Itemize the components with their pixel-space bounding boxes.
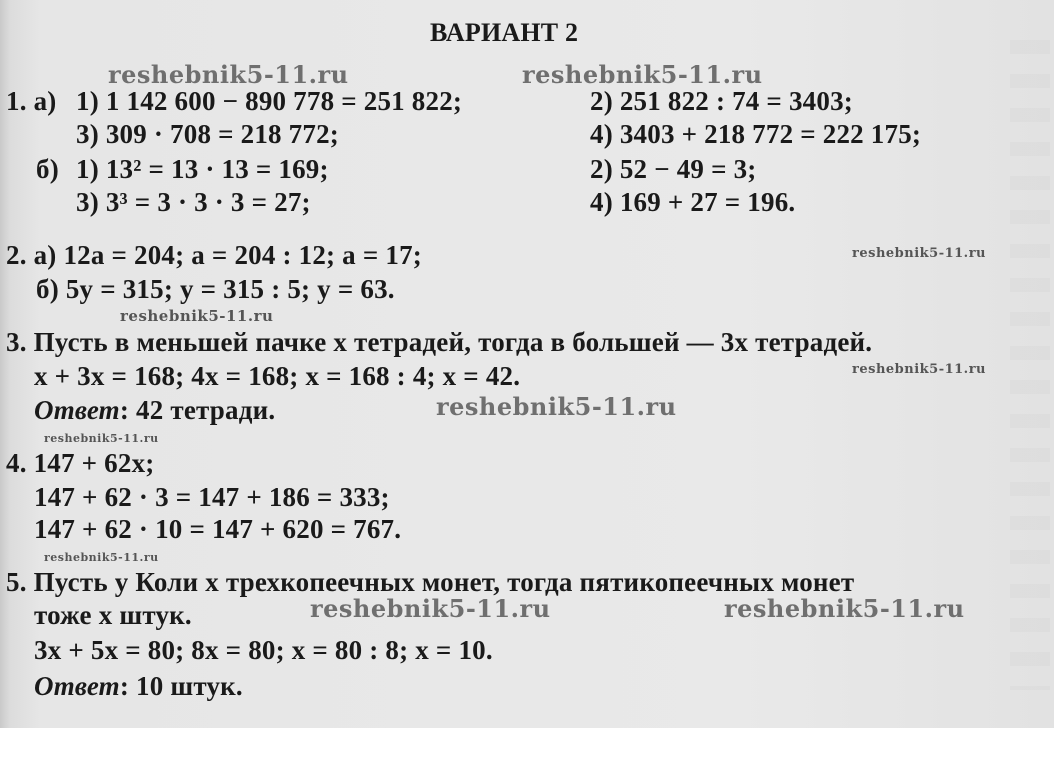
task1-b2: 2) 52 − 49 = 3; (590, 154, 757, 184)
watermark: reshebnik5-11.ru (310, 594, 551, 623)
task1-a3: 3) 309 · 708 = 218 772; (76, 119, 339, 149)
task1-b3: 3) 3³ = 3 · 3 · 3 = 27; (76, 187, 311, 217)
watermark: reshebnik5-11.ru (108, 60, 349, 89)
task1-b-label: б) (36, 154, 59, 184)
task4-line1: 4. 147 + 62x; (6, 448, 155, 478)
page-title: ВАРИАНТ 2 (430, 18, 579, 47)
task5-line2: тоже x штук. (34, 600, 192, 630)
task1-b1: 1) 13² = 13 · 13 = 169; (76, 154, 329, 184)
watermark: reshebnik5-11.ru (44, 432, 159, 445)
task3-answer (34, 395, 275, 426)
answer-label: Ответ (34, 395, 120, 425)
watermark: reshebnik5-11.ru (852, 362, 987, 377)
task4-line2: 147 + 62 · 3 = 147 + 186 = 333; (34, 482, 390, 512)
task1-b4: 4) 169 + 27 = 196. (590, 187, 796, 217)
watermark: reshebnik5-11.ru (120, 307, 274, 325)
watermark: reshebnik5-11.ru (724, 594, 965, 623)
task3-line1: 3. Пусть в меньшей пачке x тетрадей, тогда в большей — 3x тетрадей. (6, 327, 873, 357)
task5-answer (34, 671, 243, 702)
watermark: reshebnik5-11.ru (852, 246, 987, 261)
task1-a2: 2) 251 822 : 74 = 3403; (590, 86, 853, 116)
task2-a: 2. а) 12a = 204; a = 204 : 12; a = 17; (6, 240, 422, 270)
watermark: reshebnik5-11.ru (436, 392, 677, 421)
task4-line3: 147 + 62 · 10 = 147 + 620 = 767. (34, 514, 402, 544)
task1-a4: 4) 3403 + 218 772 = 222 175; (590, 119, 922, 149)
answer-text: : 42 тетради. (119, 395, 276, 425)
task3-line2: x + 3x = 168; 4x = 168; x = 168 : 4; x = 42. (34, 361, 521, 391)
watermark: reshebnik5-11.ru (522, 60, 763, 89)
watermark: reshebnik5-11.ru (44, 551, 159, 564)
answer-label: Ответ (34, 671, 120, 701)
task5-line1: 5. Пусть у Коли x трехкопеечных монет, тогда пятикопеечных монет (6, 567, 855, 597)
task2-b: б) 5y = 315; y = 315 : 5; y = 63. (36, 274, 395, 304)
task1-a1: 1) 1 142 600 − 890 778 = 251 822; (76, 86, 463, 116)
task5-line3: 3x + 5x = 80; 8x = 80; x = 80 : 8; x = 10. (34, 635, 493, 665)
bleed-through-text (1010, 40, 1050, 690)
answer-text: : 10 штук. (119, 671, 243, 701)
task1-a-label: 1. а) (6, 86, 57, 116)
